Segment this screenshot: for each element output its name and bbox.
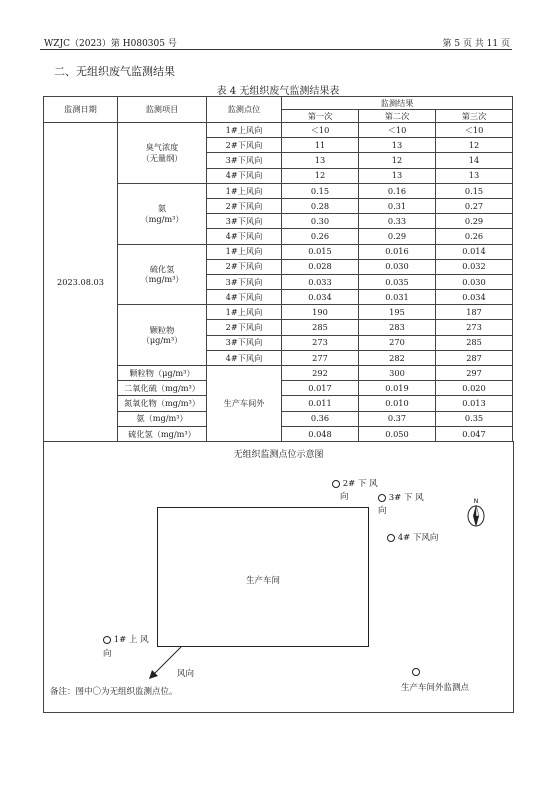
monitoring-item: 氮氧化物（mg/m³） [118, 396, 207, 411]
header-divider [40, 49, 512, 50]
item-name: 颗粒物 [149, 324, 175, 335]
monitoring-item: 硫化氢（mg/m³） [118, 426, 207, 441]
item-unit: （mg/m³） [140, 274, 184, 285]
header-results: 监测结果 [282, 97, 513, 110]
result-value: 0.048 [282, 426, 359, 441]
result-value: 0.020 [436, 381, 513, 396]
report-number: WZJC（2023）第 H080305 号 [44, 39, 177, 49]
item-unit: （μg/m³） [141, 335, 183, 346]
workshop-point-label: 生产车间外监测点 [401, 683, 470, 693]
result-value: 0.035 [359, 274, 436, 289]
result-value: 190 [282, 305, 359, 320]
point-workshop-outside [412, 667, 420, 677]
result-value: 0.31 [359, 198, 436, 213]
header-date: 监测日期 [44, 97, 118, 123]
result-value: 0.030 [436, 274, 513, 289]
item-unit: （无量纲） [141, 152, 183, 163]
result-value: 273 [282, 335, 359, 350]
result-value: 0.15 [282, 183, 359, 198]
result-value: 12 [359, 153, 436, 168]
north-label: N [473, 498, 479, 505]
result-value: 12 [436, 138, 513, 153]
header-time-1: 第一次 [282, 110, 359, 123]
result-value: 0.050 [359, 426, 436, 441]
result-value: 13 [359, 138, 436, 153]
result-value: 0.33 [359, 214, 436, 229]
header-point: 监测点位 [207, 97, 282, 123]
result-value: 0.017 [282, 381, 359, 396]
result-value: 11 [282, 138, 359, 153]
result-value: 195 [359, 305, 436, 320]
result-value: 12 [282, 168, 359, 183]
point-1-label-cont: 向 [103, 649, 112, 659]
result-value: 0.030 [359, 259, 436, 274]
result-value: 300 [359, 366, 436, 381]
result-value: 0.016 [359, 244, 436, 259]
wind-label: 风向 [177, 669, 195, 679]
result-value: 0.034 [436, 290, 513, 305]
table-title: 表 4 无组织废气监测结果表 [216, 86, 340, 97]
result-value: 287 [436, 350, 513, 365]
north-arrow-icon [465, 496, 487, 528]
monitoring-item [118, 123, 207, 184]
result-value: 285 [282, 320, 359, 335]
result-value: 0.019 [359, 381, 436, 396]
monitoring-item: 颗粒物（μg/m³） [118, 366, 207, 381]
result-value: 0.28 [282, 198, 359, 213]
point-circle-icon [412, 668, 420, 676]
result-value: 0.047 [436, 426, 513, 441]
point-2-label-cont: 向 [340, 492, 349, 502]
monitoring-point: 4#下风向 [207, 229, 282, 244]
table-row [44, 123, 513, 138]
production-workshop [157, 507, 369, 647]
result-value: 0.29 [436, 214, 513, 229]
page-number: 第 5 页 共 11 页 [442, 39, 510, 49]
item-name: 硫化氢 [149, 263, 175, 274]
result-value: 13 [359, 168, 436, 183]
result-value: 0.27 [436, 198, 513, 213]
monitoring-point: 1#上风向 [207, 305, 282, 320]
header-time-2: 第二次 [359, 110, 436, 123]
monitoring-point: 1#上风向 [207, 123, 282, 138]
result-value: 297 [436, 366, 513, 381]
monitoring-point: 4#下风向 [207, 290, 282, 305]
result-value: 0.010 [359, 396, 436, 411]
monitoring-point: 3#下风向 [207, 274, 282, 289]
header-time-3: 第三次 [436, 110, 513, 123]
header-item: 监测项目 [118, 97, 207, 123]
item-name: 臭气浓度 [145, 142, 179, 153]
result-value: 0.26 [282, 229, 359, 244]
result-value: 0.014 [436, 244, 513, 259]
monitoring-item: 氨（mg/m³） [118, 411, 207, 426]
result-value: 277 [282, 350, 359, 365]
diagram-title: 无组织监测点位示意图 [233, 450, 324, 460]
point-3-label-cont: 向 [378, 506, 387, 516]
result-value: 0.013 [436, 396, 513, 411]
result-value: 187 [436, 305, 513, 320]
point-3: 3# 下 风 [378, 491, 424, 503]
result-value: 0.30 [282, 214, 359, 229]
monitoring-diagram [43, 441, 514, 713]
result-value: 0.031 [359, 290, 436, 305]
result-value: 14 [436, 153, 513, 168]
monitoring-point: 1#上风向 [207, 183, 282, 198]
result-value: 0.15 [436, 183, 513, 198]
monitoring-item [118, 183, 207, 244]
point-4: 4# 下风向 [387, 531, 438, 543]
section-title: 二、无组织废气监测结果 [54, 65, 175, 78]
monitoring-item [118, 305, 207, 366]
monitoring-date: 2023.08.03 [44, 123, 118, 442]
result-value: 0.16 [359, 183, 436, 198]
result-value: 282 [359, 350, 436, 365]
point-circle-icon [387, 534, 395, 542]
result-value: ＜10 [436, 123, 513, 138]
item-unit: （mg/m³） [140, 213, 184, 224]
result-value: 0.033 [282, 274, 359, 289]
workshop-label: 生产车间 [245, 576, 280, 586]
result-value: ＜10 [282, 123, 359, 138]
point-circle-icon [378, 494, 386, 502]
result-value: 285 [436, 335, 513, 350]
monitoring-item: 二氧化硫（mg/m³） [118, 381, 207, 396]
monitoring-point: 3#下风向 [207, 214, 282, 229]
result-value: 0.35 [436, 411, 513, 426]
monitoring-point: 2#下风向 [207, 320, 282, 335]
point-circle-icon [332, 480, 340, 488]
monitoring-item [118, 244, 207, 305]
result-value: 0.37 [359, 411, 436, 426]
diagram-note: 备注：图中〇为无组织监测点位。 [50, 687, 178, 697]
result-value: 0.032 [436, 259, 513, 274]
point-2: 2# 下 风 [332, 477, 378, 489]
result-value: ＜10 [359, 123, 436, 138]
point-1: 1# 上 风 [103, 633, 149, 645]
monitoring-point: 3#下风向 [207, 335, 282, 350]
result-value: 0.028 [282, 259, 359, 274]
result-value: 0.015 [282, 244, 359, 259]
result-value: 283 [359, 320, 436, 335]
monitoring-point: 4#下风向 [207, 350, 282, 365]
result-value: 0.26 [436, 229, 513, 244]
monitoring-point: 2#下风向 [207, 198, 282, 213]
result-value: 273 [436, 320, 513, 335]
result-value: 270 [359, 335, 436, 350]
result-value: 0.034 [282, 290, 359, 305]
result-value: 0.36 [282, 411, 359, 426]
item-name: 氨 [157, 203, 167, 214]
result-value: 0.011 [282, 396, 359, 411]
monitoring-point: 生产车间外 [207, 366, 282, 442]
monitoring-point: 2#下风向 [207, 259, 282, 274]
result-value: 0.29 [359, 229, 436, 244]
results-table [43, 96, 513, 442]
monitoring-point: 4#下风向 [207, 168, 282, 183]
point-circle-icon [103, 636, 111, 644]
result-value: 13 [436, 168, 513, 183]
monitoring-point: 2#下风向 [207, 138, 282, 153]
monitoring-point: 3#下风向 [207, 153, 282, 168]
monitoring-point: 1#上风向 [207, 244, 282, 259]
result-value: 13 [282, 153, 359, 168]
result-value: 292 [282, 366, 359, 381]
